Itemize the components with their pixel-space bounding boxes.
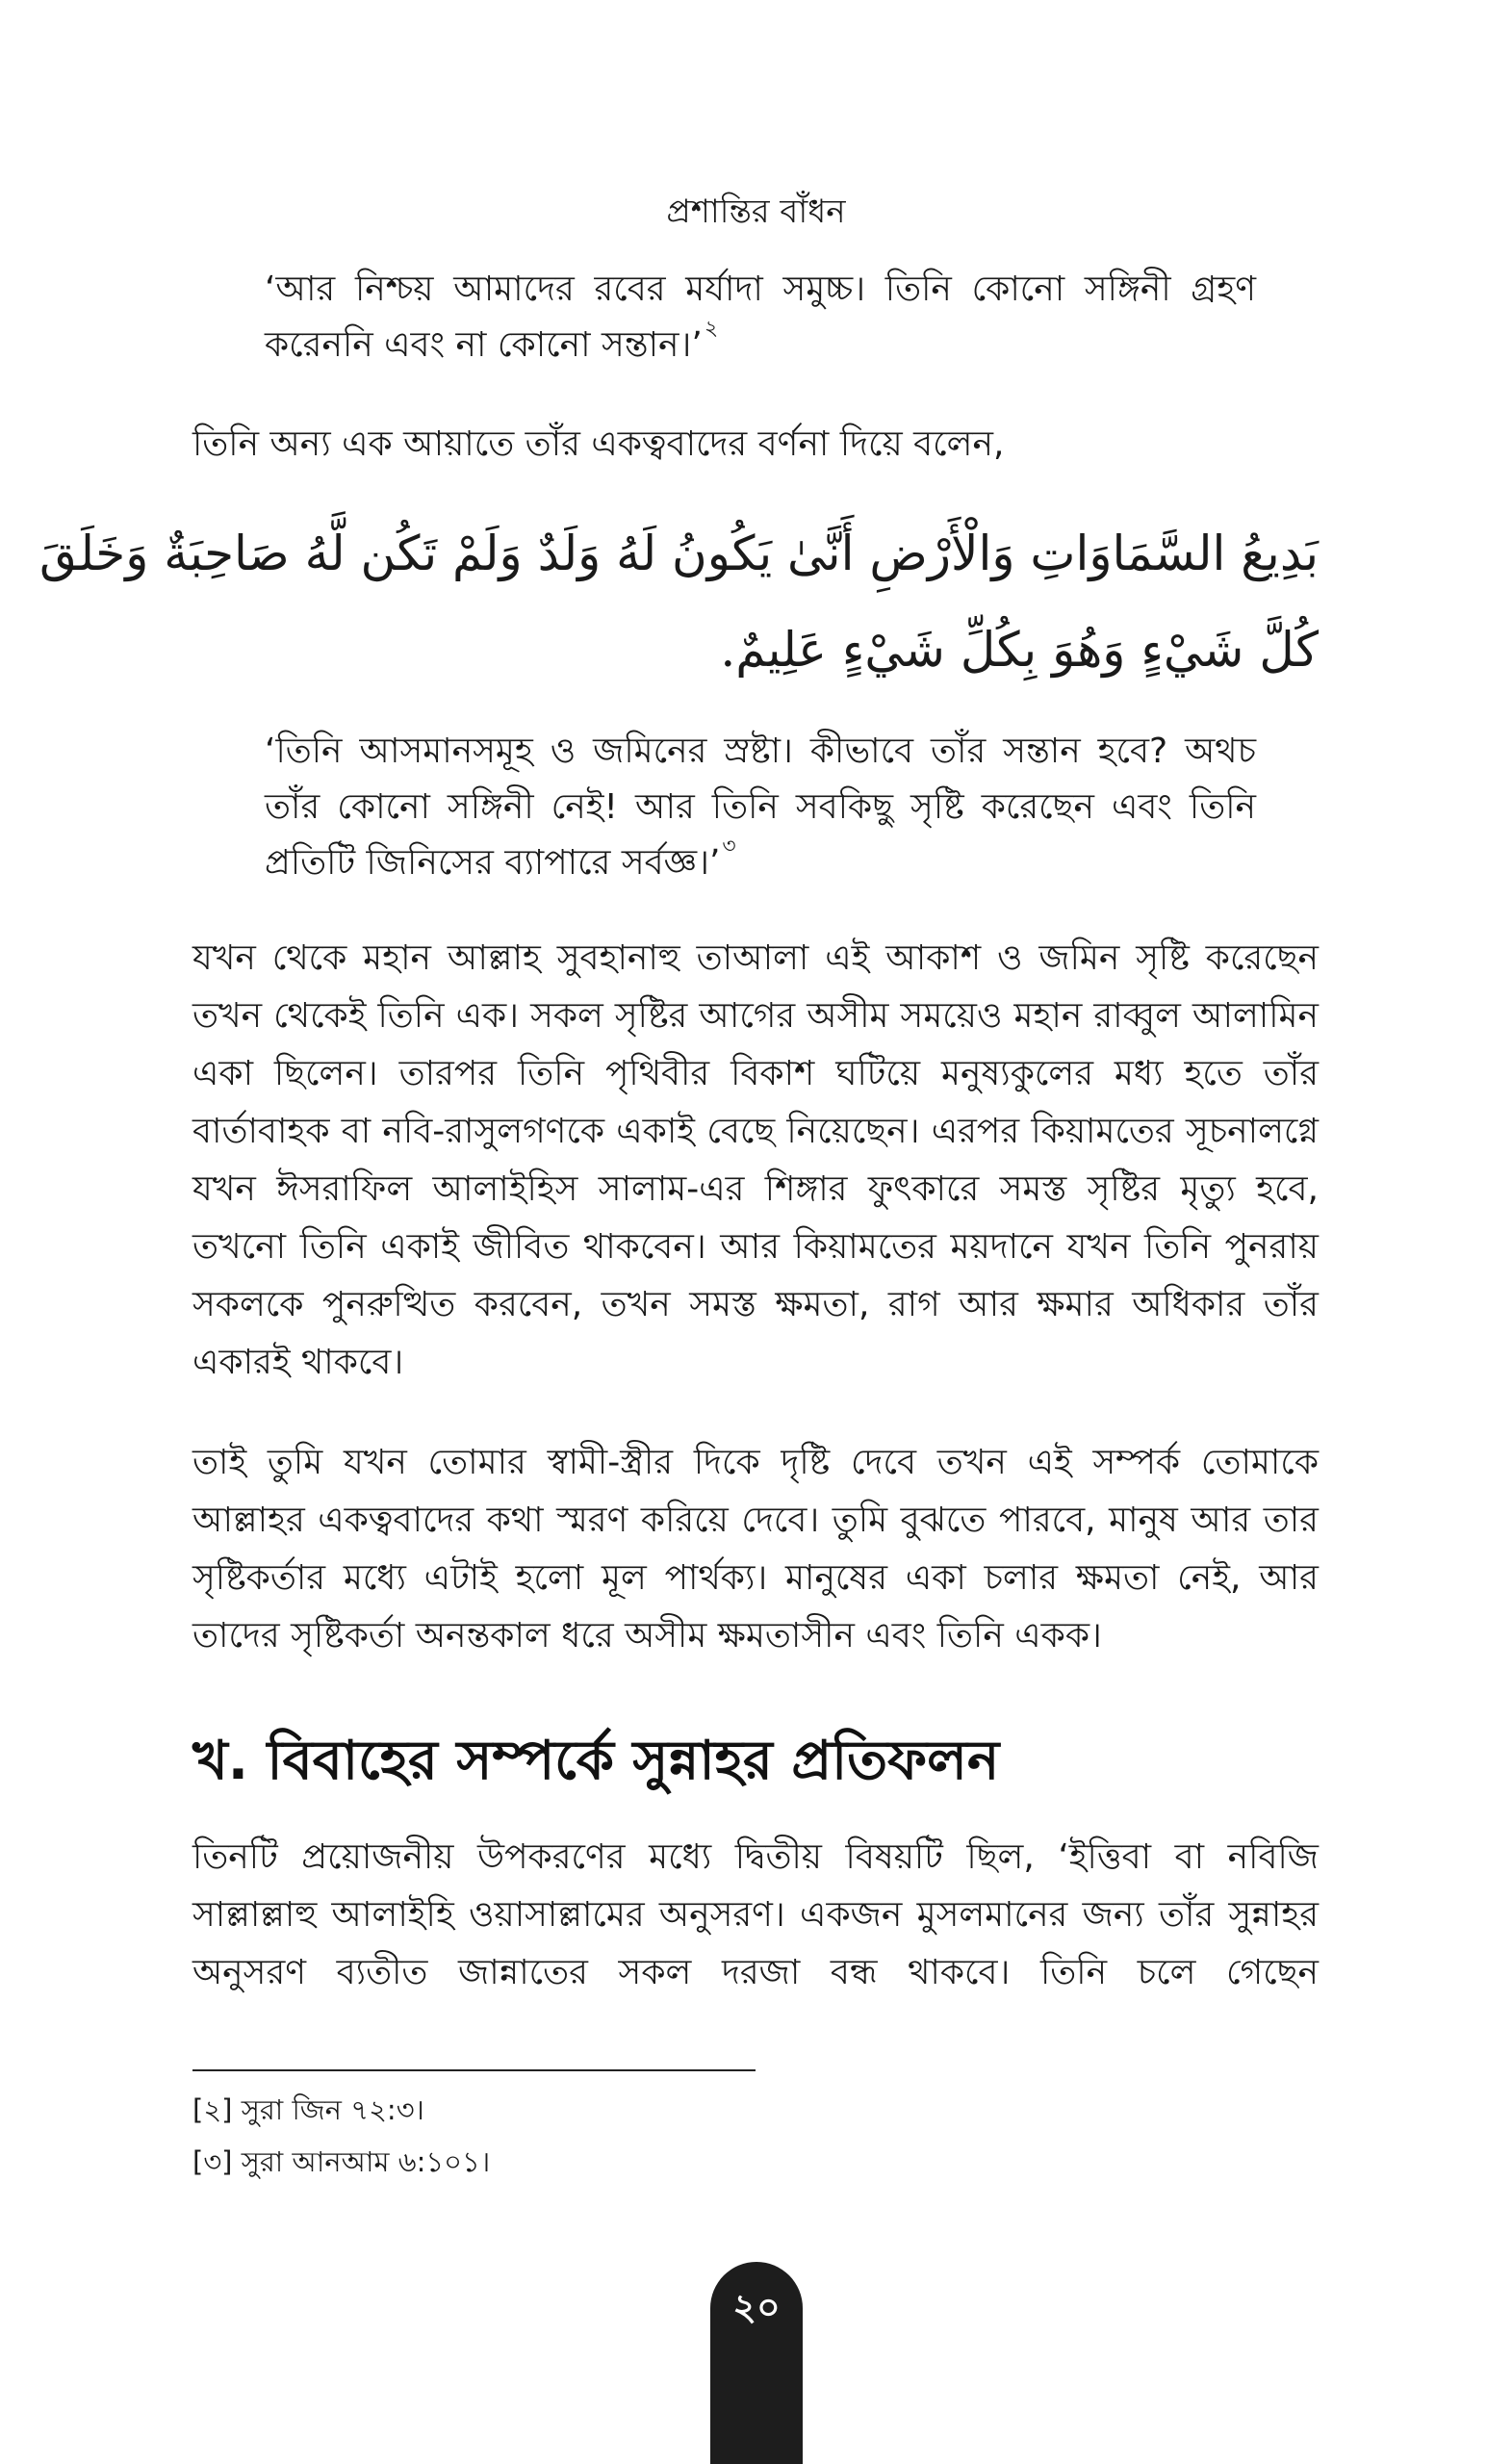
quote-text: ‘আর নিশ্চয় আমাদের রবের মর্যাদা সমুচ্চ। তিনি কোনো সঙ্গিনী গ্রহণ করেননি এবং না কোনো সন্তান।’ [265, 270, 1256, 365]
quote-verse-translation-2 [265, 724, 1256, 891]
footnote-divider [192, 2069, 756, 2071]
quote-verse-translation-1 [265, 262, 1256, 373]
paragraph-1: যখন থেকে মহান আল্লাহ সুবহানাহু তাআলা এই আকাশ ও জমিন সৃষ্টি করেছেন তখন থেকেই তিনি এক। সকল সৃষ্টির আগের অসীম সময়েও মহান রাব্বুল আলামিন একা ছিলেন। তারপর তিনি পৃথিবীর বিকাশ ঘটিয়ে মনুষ্যকুলের মধ্য হতে তাঁর বার্তাবাহক বা নবি-রাসুলগণকে একাই বেছে নিয়েছেন। এরপর কিয়ামতের সূচনালগ্নে যখন ঈসরাফিল আলাইহিস সালাম-এর শিঙ্গার ফুৎকারে সমস্ত সৃষ্টির মৃত্যু হবে, তখনো তিনি একাই জীবিত থাকবেন। আর কিয়ামতের ময়দানে যখন তিনি পুনরায় সকলকে পুনরুত্থিত করবেন, তখন সমস্ত ক্ষমতা, রাগ আর ক্ষমার অধিকার তাঁর একারই থাকবে। [192, 938, 1319, 1382]
footnote-ref: ৩ [722, 834, 736, 859]
arabic-verse [39, 505, 1319, 698]
intro-line: তিনি অন্য এক আয়াতে তাঁর একত্ববাদের বর্ণনা দিয়ে বলেন, [192, 424, 1005, 464]
running-head: প্রশান্তির বাঁধন [666, 192, 846, 231]
paragraph-3: তিনটি প্রয়োজনীয় উপকরণের মধ্যে দ্বিতীয় বিষয়টি ছিল, ‘ইত্তিবা বা নবিজি সাল্লাল্লাহু আলাইহি ওয়াসাল্লামের অনুসরণ। একজন মুসলমানের জন্য তাঁর সুন্নাহর অনুসরণ ব্যতীত জান্নাতের সকল দরজা বন্ধ থাকবে। তিনি চলে গেছেন [192, 1837, 1319, 1992]
paragraph-2: তাই তুমি যখন তোমার স্বামী-স্ত্রীর দিকে দৃষ্টি দেবে তখন এই সম্পর্ক তোমাকে আল্লাহর একত্ববাদের কথা স্মরণ করিয়ে দেবে। তুমি বুঝতে পারবে, মানুষ আর তার সৃষ্টিকর্তার মধ্যে এটাই হলো মূল পার্থক্য। মানুষের একা চলার ক্ষমতা নেই, আর তাদের সৃষ্টিকর্তা অনন্তকাল ধরে অসীম ক্ষমতাসীন এবং তিনি একক। [192, 1443, 1319, 1656]
page-number: ২০ [732, 2286, 781, 2328]
section-heading: খ. বিবাহের সম্পর্কে সুন্নাহর প্রতিফলন [192, 1730, 1000, 1792]
footnote-2: [২] সুরা জিন ৭২:৩। [192, 2093, 424, 2126]
quote-text: ‘তিনি আসমানসমূহ ও জমিনের স্রষ্টা। কীভাবে তাঁর সন্তান হবে? অথচ তাঁর কোনো সঙ্গিনী নেই! আর তিনি সবকিছু সৃষ্টি করেছেন এবং তিনি প্রতিটি জিনিসের ব্যাপারে সর্বজ্ঞ।’ [265, 732, 1256, 883]
arabic-line-2: كُلَّ شَيْءٍ وَهُوَ بِكُلِّ شَيْءٍ عَلِيمٌ. [720, 622, 1319, 678]
arabic-line-1: بَدِيعُ السَّمَاوَاتِ وَالْأَرْضِ أَنَّىٰ يَكُونُ لَهُ وَلَدٌ وَلَمْ تَكُن لَّهُ صَاحِبَةٌ وَخَلَقَ [39, 526, 1319, 581]
footnote-3: [৩] সুরা আনআম ৬:১০১। [192, 2145, 491, 2178]
footnote-ref: ২ [704, 317, 719, 341]
